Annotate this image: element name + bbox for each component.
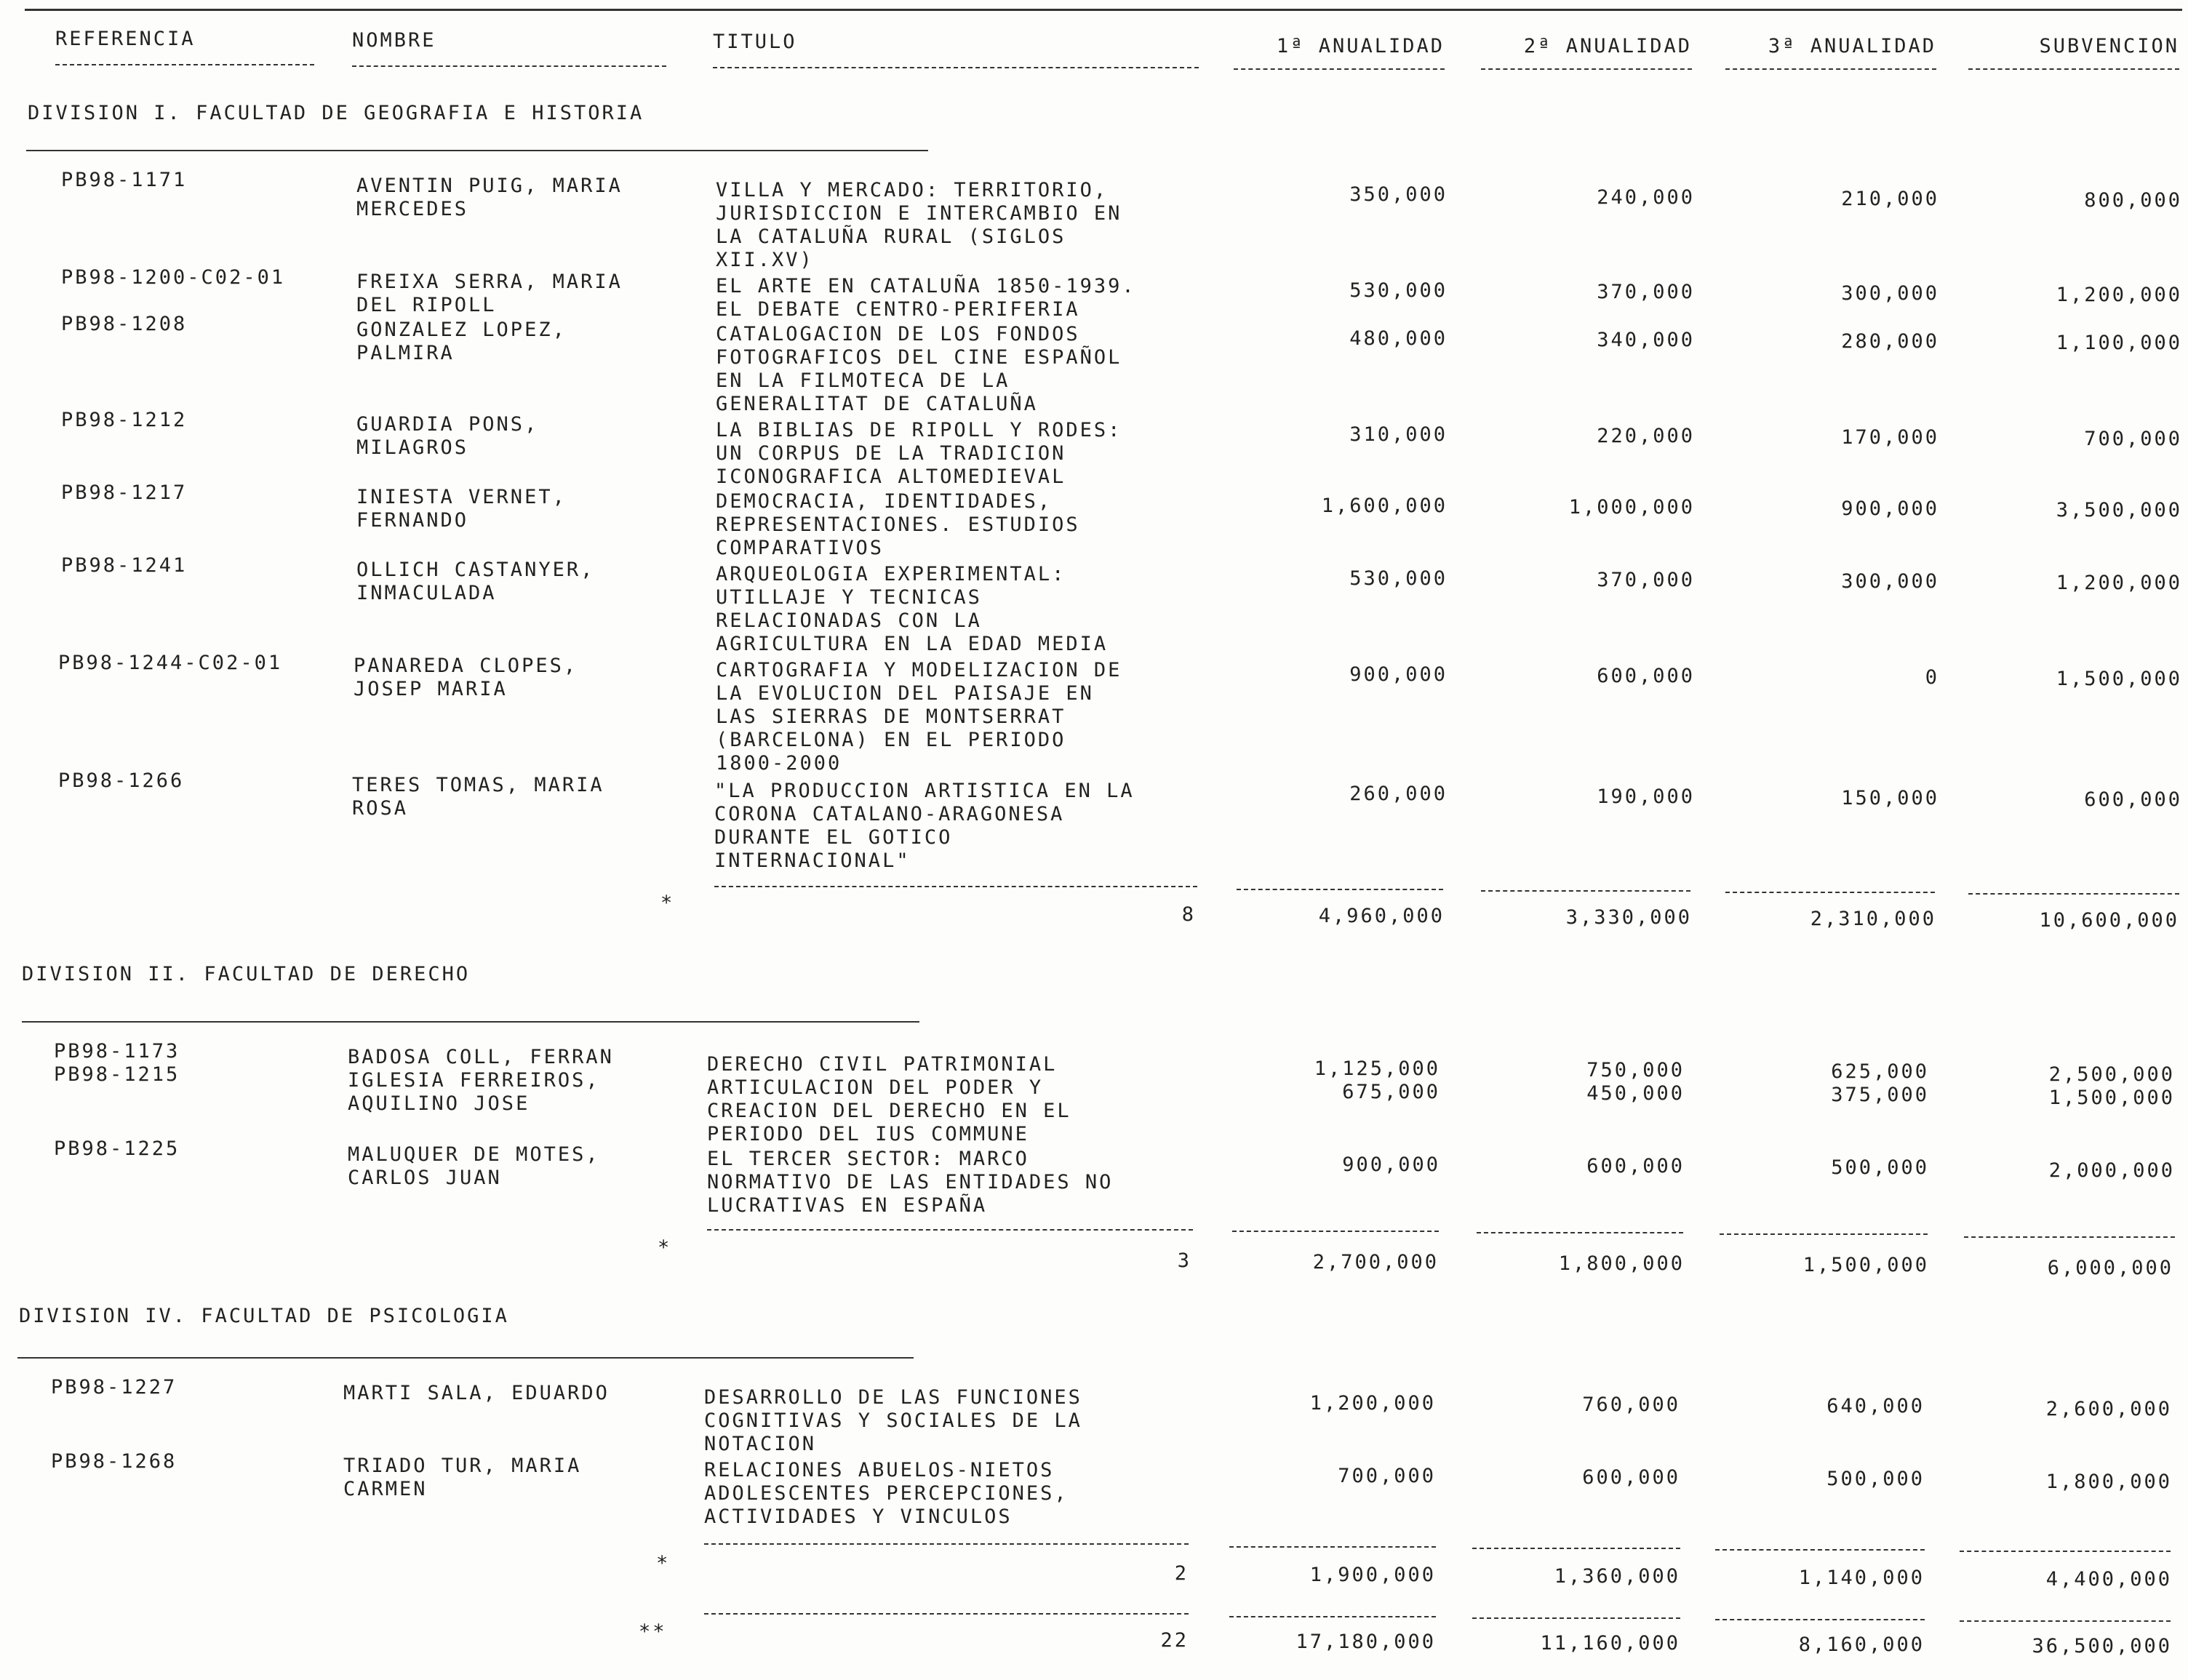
row-ref: PB98-1225	[54, 1137, 180, 1160]
row-2a: 370,000	[1597, 281, 1695, 303]
row-titulo: VILLA Y MERCADO: TERRITORIO, JURISDICCION E INTERCAMBIO EN LA CATALUÑA RURAL (SIGLOS XII.XV)	[716, 179, 1122, 271]
header-2a-anualidad: 2ª ANUALIDAD	[1523, 35, 1692, 57]
header-dash	[55, 64, 314, 65]
subtotal-count: 2	[1174, 1562, 1189, 1585]
subtotal-dash	[1237, 889, 1443, 890]
row-nombre: GONZALEZ LOPEZ, PALMIRA	[356, 319, 567, 364]
grandtotal-mark: **	[639, 1620, 667, 1643]
row-titulo: EL ARTE EN CATALUÑA 1850-1939. EL DEBATE CENTRO-PERIFERIA	[716, 275, 1136, 321]
division-rule	[26, 150, 928, 151]
grandtotal-1a: 17,180,000	[1295, 1631, 1436, 1653]
row-ref: PB98-1173	[54, 1040, 180, 1063]
row-ref: PB98-1208	[61, 313, 188, 335]
grandtotal-sub: 36,500,000	[2032, 1635, 2172, 1657]
subtotal-dash	[1477, 1232, 1683, 1233]
header-dash	[1725, 68, 1936, 70]
header-titulo: TITULO	[713, 31, 797, 53]
grandtotal-3a: 8,160,000	[1798, 1633, 1925, 1656]
division-title: DIVISION I. FACULTAD DE GEOGRAFIA E HISTORIA	[28, 102, 644, 124]
row-3a: 150,000	[1841, 787, 1939, 809]
subtotal-dash	[714, 886, 1197, 887]
row-ref: PB98-1241	[61, 554, 188, 577]
row-titulo: "LA PRODUCCION ARTISTICA EN LA CORONA CATALANO-ARAGONESA DURANTE EL GOTICO INTERNACIONAL"	[714, 780, 1135, 872]
subtotal-3a: 1,140,000	[1798, 1567, 1925, 1589]
row-1a: 1,200,000	[1309, 1392, 1436, 1415]
grandtotal-dash	[1960, 1620, 2171, 1622]
row-titulo: ARQUEOLOGIA EXPERIMENTAL: UTILLAJE Y TECNICAS RELACIONADAS CON LA AGRICULTURA EN LA EDAD MEDIA	[716, 563, 1109, 655]
row-titulo: CARTOGRAFIA Y MODELIZACION DE LA EVOLUCION DEL PAISAJE EN LAS SIERRAS DE MONTSERRAT (BARCELONA) EN EL PERIODO 1800-2000	[716, 659, 1122, 775]
row-2a: 370,000	[1597, 569, 1695, 591]
row-sub: 1,500,000	[2048, 1087, 2175, 1109]
header-dash	[713, 67, 1199, 68]
subtotal-dash	[1472, 1548, 1680, 1549]
row-sub: 1,200,000	[2056, 572, 2182, 594]
row-sub: 3,500,000	[2056, 499, 2182, 521]
row-sub: 2,500,000	[2048, 1063, 2175, 1086]
row-sub: 800,000	[2084, 189, 2182, 212]
row-3a: 375,000	[1831, 1084, 1929, 1106]
subtotal-sub: 6,000,000	[2047, 1257, 2173, 1279]
header-dash	[1234, 68, 1445, 70]
row-sub: 2,600,000	[2045, 1398, 2172, 1420]
row-1a: 350,000	[1349, 183, 1448, 206]
row-sub: 600,000	[2084, 788, 2182, 811]
grandtotal-dash	[1472, 1617, 1680, 1619]
row-nombre: MARTI SALA, EDUARDO	[343, 1382, 610, 1404]
grandtotal-count: 22	[1160, 1629, 1189, 1652]
row-nombre: OLLICH CASTANYER, INMACULADA	[356, 559, 595, 604]
row-2a: 220,000	[1597, 425, 1695, 447]
row-nombre: GUARDIA PONS, MILAGROS	[356, 413, 539, 459]
row-1a: 700,000	[1338, 1465, 1436, 1487]
row-3a: 900,000	[1841, 497, 1939, 520]
row-2a: 190,000	[1597, 785, 1695, 808]
division-title: DIVISION II. FACULTAD DE DERECHO	[22, 963, 471, 985]
row-nombre: TERES TOMAS, MARIA ROSA	[352, 774, 604, 820]
header-subvencion: SUBVENCION	[2039, 35, 2179, 57]
row-nombre: MALUQUER DE MOTES, CARLOS JUAN	[348, 1143, 600, 1189]
row-ref: PB98-1200-C02-01	[61, 266, 286, 289]
subtotal-2a: 1,360,000	[1554, 1565, 1680, 1588]
subtotal-3a: 2,310,000	[1810, 908, 1936, 930]
row-2a: 760,000	[1582, 1393, 1680, 1416]
row-titulo: RELACIONES ABUELOS-NIETOS ADOLESCENTES PERCEPCIONES, ACTIVIDADES Y VINCULOS	[704, 1459, 1069, 1528]
division-rule	[22, 1021, 919, 1023]
header-dash	[1481, 68, 1692, 70]
row-nombre: PANAREDA CLOPES, JOSEP MARIA	[354, 655, 578, 700]
subtotal-dash	[1229, 1546, 1436, 1548]
row-3a: 500,000	[1831, 1156, 1929, 1179]
row-2a: 750,000	[1586, 1059, 1685, 1081]
row-ref: PB98-1217	[61, 481, 188, 504]
row-titulo: DEMOCRACIA, IDENTIDADES, REPRESENTACIONES. ESTUDIOS COMPARATIVOS	[716, 490, 1080, 559]
row-ref: PB98-1227	[51, 1376, 177, 1399]
subtotal-sub: 4,400,000	[2045, 1568, 2172, 1591]
row-nombre: AVENTIN PUIG, MARIA MERCEDES	[356, 175, 623, 220]
row-titulo: DESARROLLO DE LAS FUNCIONES COGNITIVAS Y SOCIALES DE LA NOTACION	[704, 1386, 1082, 1455]
row-3a: 0	[1925, 666, 1939, 689]
subtotal-1a: 4,960,000	[1318, 905, 1445, 927]
row-sub: 1,100,000	[2056, 332, 2182, 354]
row-3a: 640,000	[1826, 1395, 1925, 1417]
row-ref: PB98-1212	[61, 409, 188, 431]
header-1a-anualidad: 1ª ANUALIDAD	[1276, 35, 1445, 57]
row-sub: 2,000,000	[2048, 1159, 2175, 1182]
row-2a: 340,000	[1597, 329, 1695, 351]
row-3a: 170,000	[1841, 426, 1939, 449]
row-nombre: FREIXA SERRA, MARIA DEL RIPOLL	[356, 271, 623, 316]
grandtotal-dash	[1229, 1616, 1436, 1617]
subtotal-dash	[1968, 893, 2179, 895]
subtotal-dash	[1232, 1231, 1439, 1232]
row-3a: 625,000	[1831, 1060, 1929, 1083]
division-rule	[17, 1357, 914, 1359]
grandtotal-dash	[1715, 1619, 1925, 1620]
row-3a: 300,000	[1841, 282, 1939, 305]
subtotal-dash	[1715, 1549, 1925, 1551]
row-2a: 1,000,000	[1568, 496, 1695, 519]
row-sub: 1,800,000	[2045, 1471, 2172, 1493]
subtotal-2a: 3,330,000	[1565, 906, 1692, 929]
row-ref: PB98-1244-C02-01	[58, 652, 283, 674]
row-1a: 1,600,000	[1321, 495, 1448, 517]
row-sub: 1,200,000	[2056, 284, 2182, 306]
subtotal-mark: *	[658, 1236, 672, 1259]
row-1a: 530,000	[1349, 279, 1448, 302]
subtotal-dash	[707, 1229, 1193, 1231]
row-titulo: ARTICULACION DEL PODER Y CREACION DEL DERECHO EN EL PERIODO DEL IUS COMMUNE	[707, 1076, 1071, 1145]
row-3a: 300,000	[1841, 570, 1939, 593]
header-referencia: REFERENCIA	[55, 28, 196, 50]
row-2a: 600,000	[1597, 665, 1695, 687]
subtotal-1a: 2,700,000	[1312, 1251, 1439, 1273]
row-1a: 900,000	[1349, 663, 1448, 686]
subtotal-sub: 10,600,000	[2039, 909, 2179, 932]
row-1a: 900,000	[1342, 1153, 1440, 1176]
row-2a: 600,000	[1586, 1155, 1685, 1177]
row-ref: PB98-1215	[54, 1063, 180, 1086]
row-nombre: BADOSA COLL, FERRAN	[348, 1046, 614, 1068]
subtotal-dash	[1725, 892, 1935, 893]
subtotal-3a: 1,500,000	[1802, 1254, 1929, 1276]
row-2a: 600,000	[1582, 1466, 1680, 1489]
row-1a: 260,000	[1349, 783, 1448, 805]
subtotal-count: 3	[1177, 1249, 1191, 1272]
row-titulo: CATALOGACION DE LOS FONDOS FOTOGRAFICOS DEL CINE ESPAÑOL EN LA FILMOTECA DE LA GENERALITAT DE CATALUÑA	[716, 323, 1122, 415]
row-titulo: DERECHO CIVIL PATRIMONIAL	[707, 1053, 1058, 1076]
row-titulo: LA BIBLIAS DE RIPOLL Y RODES: UN CORPUS DE LA TRADICION ICONOGRAFICA ALTOMEDIEVAL	[716, 419, 1122, 488]
subtotal-mark: *	[656, 1552, 671, 1575]
row-2a: 240,000	[1597, 186, 1695, 209]
row-ref: PB98-1266	[58, 769, 185, 792]
row-1a: 1,125,000	[1314, 1057, 1440, 1080]
row-nombre: INIESTA VERNET, FERNANDO	[356, 486, 567, 532]
grandtotal-dash	[704, 1613, 1189, 1615]
division-title: DIVISION IV. FACULTAD DE PSICOLOGIA	[19, 1305, 509, 1327]
subtotal-1a: 1,900,000	[1309, 1564, 1436, 1586]
row-titulo: EL TERCER SECTOR: MARCO NORMATIVO DE LAS ENTIDADES NO LUCRATIVAS EN ESPAÑA	[707, 1148, 1114, 1217]
row-1a: 480,000	[1349, 327, 1448, 350]
subtotal-mark: *	[660, 892, 675, 914]
header-nombre: NOMBRE	[352, 29, 436, 52]
row-nombre: TRIADO TUR, MARIA CARMEN	[343, 1455, 582, 1500]
header-dash	[352, 65, 666, 67]
row-1a: 310,000	[1349, 423, 1448, 446]
row-3a: 280,000	[1841, 330, 1939, 353]
header-3a-anualidad: 3ª ANUALIDAD	[1768, 35, 1936, 57]
row-ref: PB98-1268	[51, 1450, 177, 1473]
row-1a: 530,000	[1349, 567, 1448, 590]
row-ref: PB98-1171	[61, 169, 188, 191]
subtotal-2a: 1,800,000	[1558, 1252, 1685, 1275]
row-nombre: IGLESIA FERREIROS, AQUILINO JOSE	[348, 1069, 600, 1115]
subtotal-dash	[704, 1543, 1189, 1545]
grandtotal-2a: 11,160,000	[1540, 1632, 1680, 1655]
subtotal-dash	[1964, 1236, 2175, 1238]
row-3a: 210,000	[1841, 188, 1939, 210]
header-dash	[1968, 68, 2179, 70]
top-rule	[25, 9, 2182, 11]
row-sub: 1,500,000	[2056, 668, 2182, 690]
row-3a: 500,000	[1826, 1468, 1925, 1490]
subtotal-count: 8	[1181, 903, 1196, 926]
subtotal-dash	[1481, 890, 1690, 892]
row-sub: 700,000	[2084, 428, 2182, 450]
subtotal-dash	[1720, 1233, 1928, 1235]
subtotal-dash	[1960, 1551, 2171, 1552]
row-2a: 450,000	[1586, 1082, 1685, 1105]
row-1a: 675,000	[1342, 1081, 1440, 1103]
